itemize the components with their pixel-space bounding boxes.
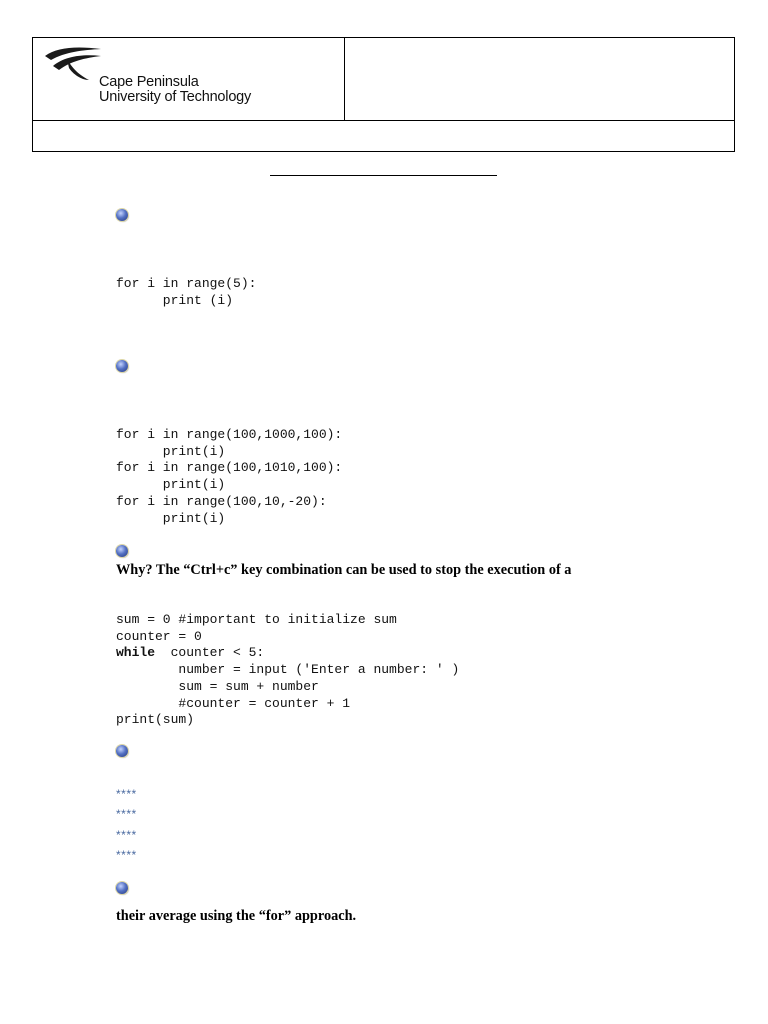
stars-row: **** [116,807,137,822]
stars-row: **** [116,827,137,842]
question-text: Why? The “Ctrl+c” key combination can be used to stop the execution of a [116,562,572,578]
code-line: for i in range(100,10,-20): [116,493,327,509]
code-line: print(i) [116,443,226,459]
code-line: for i in range(100,1000,100): [116,427,343,442]
logo-line-1: Cape Peninsula [99,74,199,90]
code-line: print(i) [116,510,226,526]
code-line: print (i) [116,292,234,308]
code-block-2 [116,427,342,527]
header-row-top [33,38,734,121]
header-table [32,37,735,152]
code-block-3 [116,612,459,729]
code-line: for i in range(5): [116,276,257,291]
header-row-bottom [33,121,734,151]
code-line: for i in range(100,1010,100): [116,460,343,476]
code-line: print(sum) [116,712,195,728]
code-line: sum = sum + number [116,678,319,694]
bullet-icon [116,882,128,894]
bullet-icon [116,745,128,757]
bullet-icon [116,360,128,372]
code-line: #counter = counter + 1 [116,695,351,711]
code-line: number = input ('Enter a number: ' ) [116,662,460,678]
logo-line-2: University of Technology [99,89,252,105]
code-line: print(i) [116,477,226,493]
bullet-icon [116,209,128,221]
task-text: their average using the “for” approach. [116,908,357,924]
stars-row: **** [116,847,137,862]
stars-output [116,784,137,865]
code-line: sum = 0 #important to initialize sum [116,612,397,627]
code-keyword: while [116,645,156,661]
code-line: counter < 5: [155,645,265,661]
logo-text [99,75,251,105]
stars-row: **** [116,787,137,801]
logo-cell [33,38,345,120]
bullet-icon [116,545,128,557]
cput-logo-icon [43,44,103,94]
title-underline [270,175,497,176]
header-right-cell [345,38,734,120]
code-line: counter = 0 [116,628,202,644]
code-block-1 [116,276,256,309]
